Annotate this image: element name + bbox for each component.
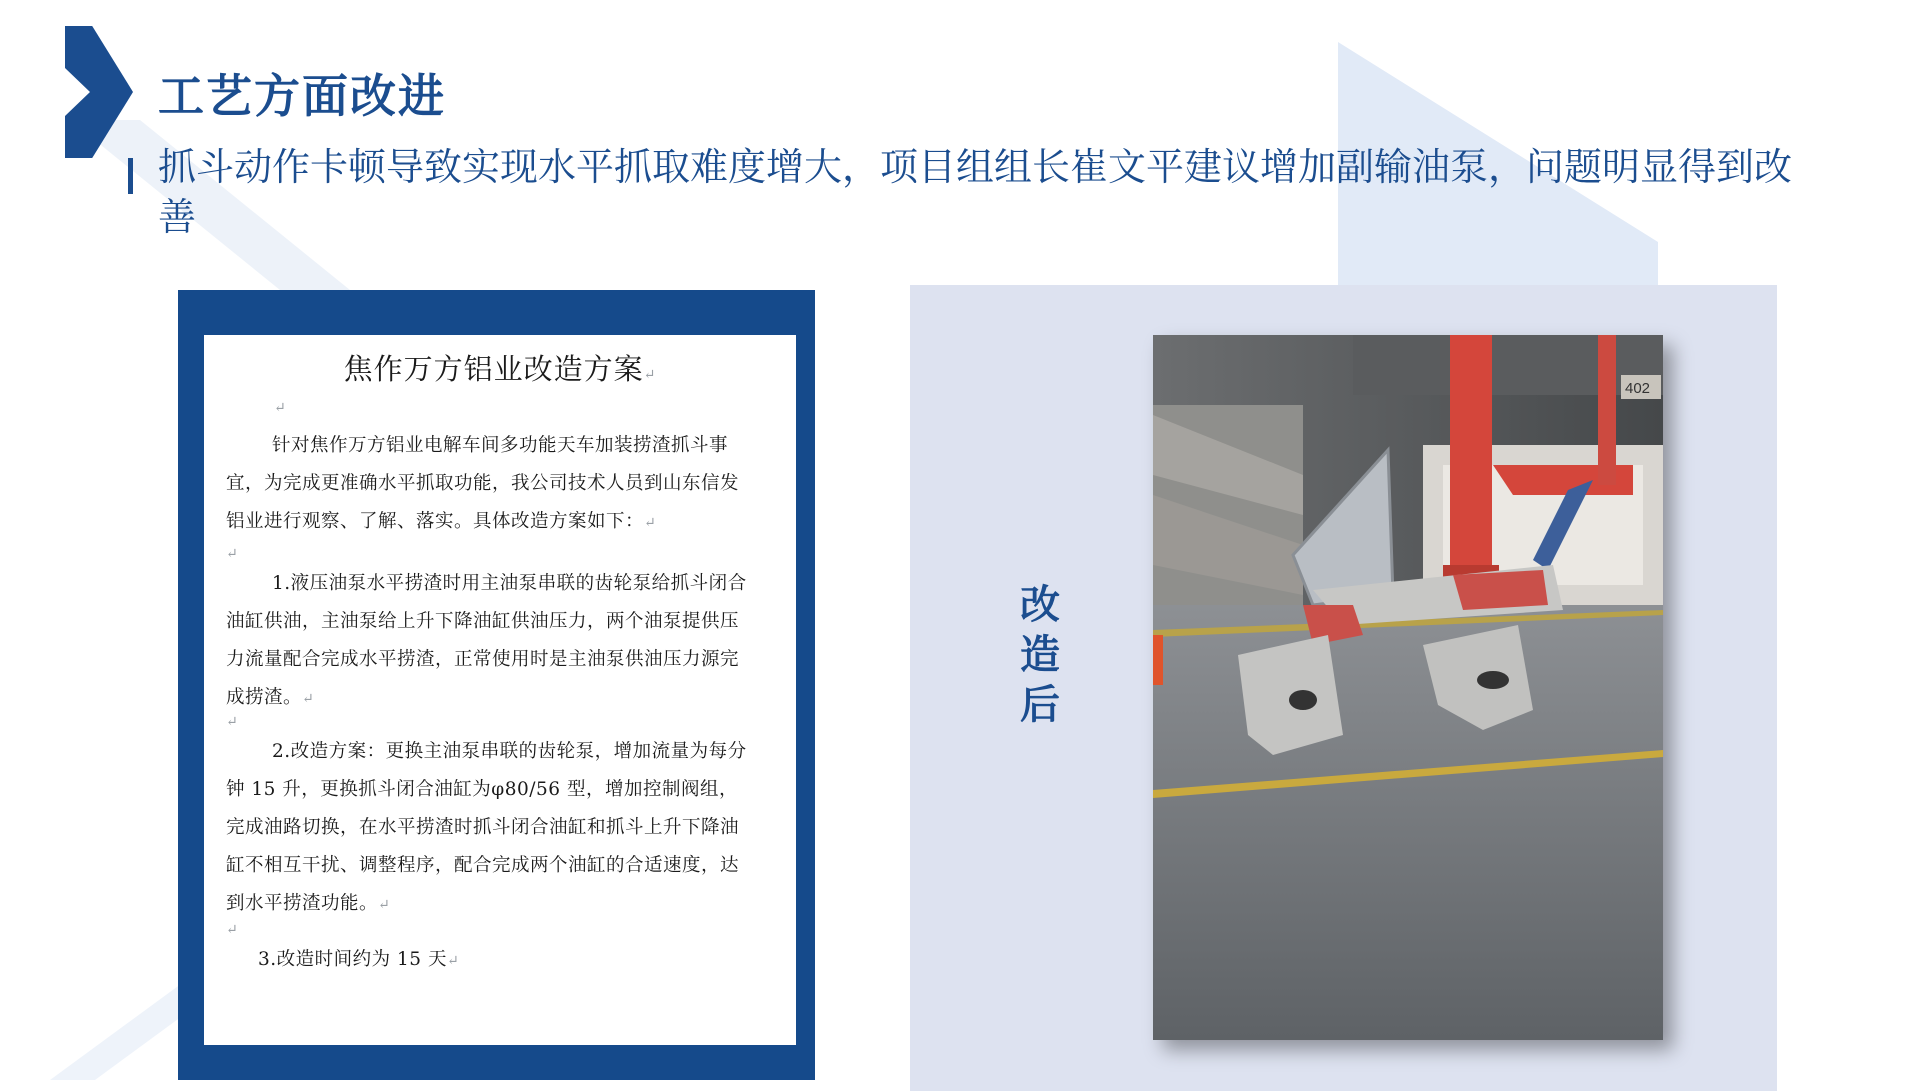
subtitle-bar [128, 158, 133, 194]
document-page: 焦作万方铝业改造方案↵ ↵ 针对焦作万方铝业电解车间多功能天车加装捞渣抓斗事宜，为完成更准确水平抓取功能，我公司技术人员到山东信发铝业进行观察、了解、落实。具体改造方案如下：↵ ↵ 1.液压油泵水平捞渣时用主油泵串联的齿轮泵给抓斗闭合油缸供油，主油泵给上升下降油缸供油压力，两个油泵提供压力流量配合完成水平捞渣，正常使用时是主油泵供油压力源完成捞渣。↵ ↵ 2.改造方案：更换主油泵串联的齿轮泵，增加流量为每分钟 15 升，更换抓斗闭合油缸为φ80/56 型，增加控制阀组，完成油路切换，在水平捞渣时抓斗闭合油缸和抓斗上升下降油缸不相互干扰、调整程序，配合完成两个油缸的合适速度，达到水平捞渣功能。↵ ↵ 3.改造时间约为 15 天↵ [204, 335, 796, 1045]
document-paragraph: 3.改造时间约为 15 天↵ [258, 949, 460, 970]
slide-title: 工艺方面改进 [158, 69, 446, 123]
photo-number: 402 [1625, 380, 1651, 397]
after-label: 改造后 [1020, 582, 1060, 728]
document-paragraph: 1.液压油泵水平捞渣时用主油泵串联的齿轮泵给抓斗闭合油缸供油，主油泵给上升下降油缸供油压力，两个油泵提供压力流量配合完成水平捞渣，正常使用时是主油泵供油压力源完成捞渣。↵ [226, 573, 747, 708]
document-title: 焦作万方铝业改造方案↵ [343, 352, 657, 386]
document-paragraph: 针对焦作万方铝业电解车间多功能天车加装捞渣抓斗事宜，为完成更准确水平抓取功能，我公司技术人员到山东信发铝业进行观察、了解、落实。具体改造方案如下：↵ [226, 435, 740, 532]
slide-subtitle: 抓斗动作卡顿导致实现水平抓取难度增大，项目组组长崔文平建议增加副输油泵，问题明显得到改善 [158, 145, 1793, 239]
equipment-photo [1153, 335, 1663, 1040]
document-paragraph: 2.改造方案：更换主油泵串联的齿轮泵，增加流量为每分钟 15 升，更换抓斗闭合油缸为φ80/56 型，增加控制阀组，完成油路切换，在水平捞渣时抓斗闭合油缸和抓斗上升下降油缸不相互干扰、调整程序，配合完成两个油缸的合适速度，达到水平捞渣功能。↵ [226, 741, 747, 914]
